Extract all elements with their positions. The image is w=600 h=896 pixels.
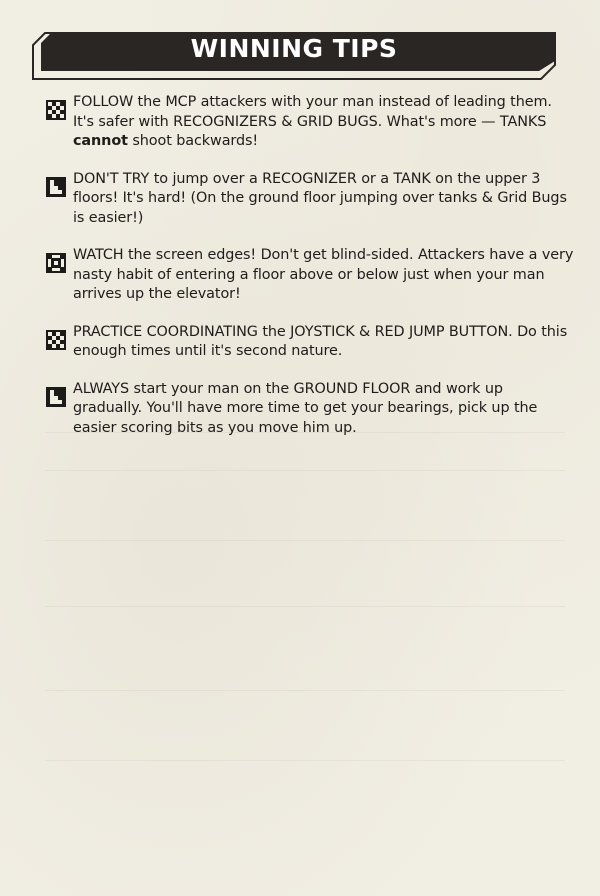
tips-list (46, 93, 576, 456)
step-block-icon (46, 387, 66, 407)
tip-text: DON'T TRY to jump over a RECOGNIZER or a TANK on the upper 3 floors! It's hard! (On the ground floor jumping over tanks & Grid Bugs is easier!) (73, 170, 567, 226)
tip-text: ALWAYS start your man on the GROUND FLOOR and work up gradually. You'll have more time to get your bearings, pick up the easier scoring bits as you move him up. (73, 380, 538, 436)
show-through-line (45, 760, 565, 761)
title-banner (31, 31, 557, 81)
tip-item (46, 246, 576, 305)
checker-grid-icon (46, 100, 66, 120)
show-through-line (45, 470, 565, 471)
step-block-icon (46, 177, 66, 197)
show-through-line (45, 540, 565, 541)
pixel-ring-icon (46, 253, 66, 273)
page-title: WINNING TIPS (190, 34, 398, 63)
emphasis-text: cannot (73, 133, 128, 149)
tip-text: PRACTICE COORDINATING the JOYSTICK & RED JUMP BUTTON. Do this enough times until it's second nature. (73, 323, 568, 359)
show-through-line (45, 690, 565, 691)
tip-text: FOLLOW the MCP attackers with your man instead of leading them. It's safer with RECOGNIZERS & GRID BUGS. What's more — TANKS cannot shoot backwards! (73, 94, 552, 149)
checker-grid-icon (46, 330, 66, 350)
tip-item (46, 170, 576, 229)
tip-item (46, 380, 576, 439)
tip-item (46, 323, 576, 362)
tip-text: WATCH the screen edges! Don't get blind-sided. Attackers have a very nasty habit of entering a floor above or below just when your man arrives up the elevator! (73, 247, 574, 302)
show-through-line (45, 606, 565, 607)
tip-item (46, 93, 576, 152)
